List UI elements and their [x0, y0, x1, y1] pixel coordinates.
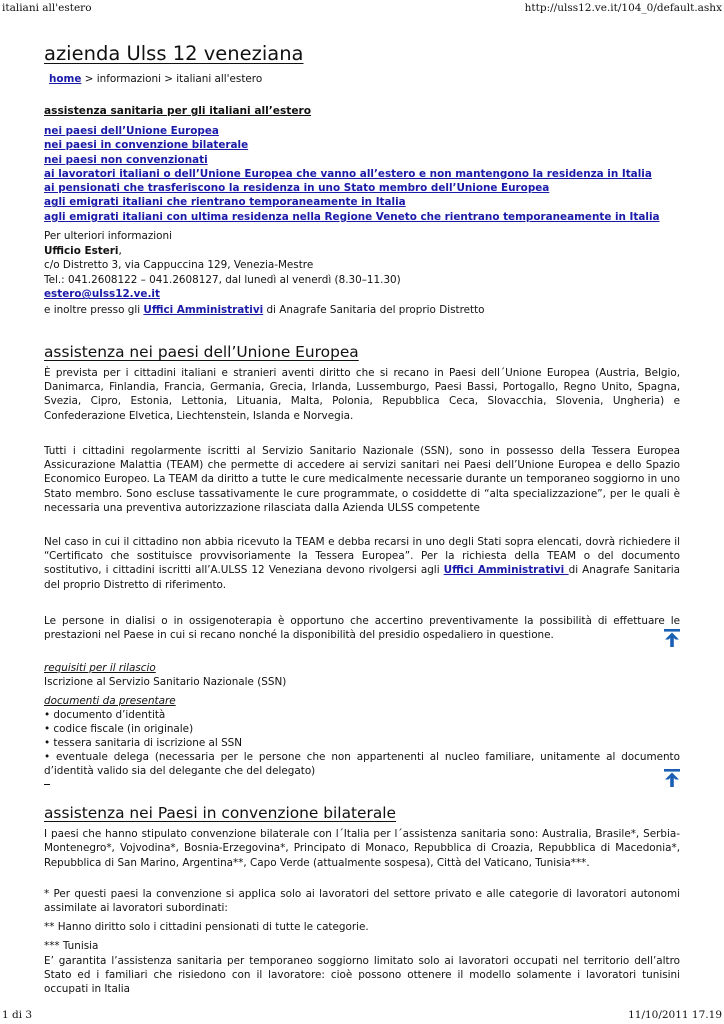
link-emigrants-veneto[interactable]: agli emigrati italiani con ultima residenza nella Regione Veneto che rientrano temporaneamente in Italia	[44, 210, 660, 223]
eu-paragraph-3-before: Nel caso in cui il cittadino non abbia ricevuto la TEAM e debba recarsi in uno degli Stati sopra elencati, dovrà richiedere il “Certificato che sostituisce provvisoriamente la Tessera Europea”. Per la richiesta della TEAM o del documento sostitutivo, i cittadini iscritti all’A.ULSS 12 Veneziana devono rivolgersi agli	[44, 535, 680, 577]
eu-paragraph-1: È prevista per i cittadini italiani e stranieri aventi diritto che si recano in Paesi dell´Unione Europea (Austria, Belgio, Danimarca, Finlandia, Francia, Germania, Grecia, Irlanda, Lussemburgo, Paesi Bassi, Portogallo, Regno Unito, Spagna, Svezia, Cipro, Estonia, Lettonia, Lituania, Malta, Polonia, Repubblica Ceca, Slovacchia, Slovenia, Ungheria) e Confederazione Elvetica, Liechtenstein, Islanda e Norvegia.	[44, 367, 680, 422]
uffici-amministrativi-link[interactable]: Uffici Amministrativi	[143, 303, 264, 316]
contact-intro: Per ulteriori informazioni	[44, 230, 173, 243]
contact-office: Ufficio Esteri	[44, 244, 119, 257]
contact-office-line	[44, 244, 680, 259]
divider	[44, 784, 50, 785]
link-workers-abroad[interactable]: ai lavoratori italiani o dell’Unione Europea che vanno all’estero e non mantengono la residenza in Italia	[44, 167, 652, 180]
index-link-list	[44, 124, 680, 224]
contact-address: c/o Distretto 3, via Cappuccina 129, Venezia-Mestre	[44, 259, 314, 272]
index-title: assistenza sanitaria per gli italiani all’estero	[44, 105, 312, 117]
list-item	[44, 124, 680, 138]
list-item	[44, 210, 680, 224]
contact-email-line	[44, 287, 680, 302]
print-page-number: 1 di 3	[2, 1009, 33, 1021]
requirements-label: requisiti per il rilascio	[44, 662, 156, 675]
eu-paragraph-3	[44, 535, 680, 592]
bilateral-note-1: * Per questi paesi la convenzione si applica solo ai lavoratori del settore privato e alle categorie di lavoratori autonomi assimilate ai lavoratori subordinati:	[44, 887, 680, 914]
contact-also-before: e inoltre presso gli	[44, 303, 144, 316]
print-datetime: 11/10/2011 17.19	[628, 1009, 722, 1021]
list-item	[44, 138, 680, 152]
list-item	[44, 153, 680, 167]
uffici-amministrativi-link-2[interactable]: Uffici Amministrativi	[443, 564, 569, 577]
documents-item: • eventuale delega (necessaria per le persone che non appartenenti al nucleo familiare, unitamente al documento d’identità valido sia del delegante che del delegato)	[44, 751, 680, 778]
page-content	[44, 42, 680, 996]
bilateral-note-3-text: E’ garantita l’assistenza sanitaria per temporaneo soggiorno limitato solo ai lavoratori occupati nel territorio dell’altro Stato ed i familiari che risiedono con il lavoratore: cioè possono ottenere il modello solamente i lavoratori tunisini occupati in Italia	[44, 954, 680, 995]
link-eu-countries[interactable]: nei paesi dell’Unione Europea	[44, 125, 219, 137]
bilateral-paragraph-1: I paesi che hanno stipulato convenzione bilaterale con l´Italia per l´assistenza sanitaria sono: Australia, Brasile*, Serbia-Montenegro*, Vojvodina*, Bosnia-Erzegovina*, Principato di Monaco, Repubblica di Croazia, Repubblica di Macedonia*, Repubblica di San Marino, Argentina**, Capo Verde (attualmente sospesa), Città del Vaticano, Tunisia***.	[44, 828, 680, 869]
contact-also-line	[44, 303, 680, 318]
bilateral-note-2: ** Hanno diritto solo i cittadini pensionati di tutte le categorie.	[44, 921, 369, 934]
site-title: azienda Ulss 12 veneziana	[44, 42, 304, 65]
documents-item: • codice fiscale (in originale)	[44, 723, 194, 736]
breadcrumb-home-link[interactable]: home	[49, 73, 82, 85]
eu-paragraph-3-after: di Anagrafe Sanitaria del proprio Distretto di riferimento.	[44, 564, 680, 591]
eu-section-title: assistenza nei paesi dell’Unione Europea	[44, 343, 359, 362]
contact-office-suffix: ,	[118, 244, 122, 257]
requirements-text: Iscrizione al Servizio Sanitario Nazionale (SSN)	[44, 676, 287, 689]
print-footer	[0, 1007, 724, 1023]
arrow-up-to-top-icon	[663, 768, 681, 788]
print-url: http://ulss12.ve.it/104_0/default.ashx	[524, 2, 722, 14]
list-item	[44, 167, 680, 181]
bilateral-section-title: assistenza nei Paesi in convenzione bilaterale	[44, 804, 397, 823]
documents-item: • tessera sanitaria di iscrizione al SSN	[44, 737, 243, 750]
contact-phone: Tel.: 041.2608122 – 041.2608127, dal lunedì al venerdì (8.30–11.30)	[44, 273, 401, 286]
requirements-block	[44, 661, 680, 778]
bilateral-note-3-head: *** Tunisia	[44, 940, 99, 953]
documents-item: • documento d’identità	[44, 709, 166, 722]
documents-label: documenti da presentare	[44, 695, 176, 708]
list-item	[44, 195, 680, 209]
breadcrumb	[49, 72, 680, 86]
link-pensioners[interactable]: ai pensionati che trasferiscono la residenza in uno Stato membro dell’Unione Europea	[44, 182, 550, 195]
eu-paragraph-2: Tutti i cittadini regolarmente iscritti al Servizio Sanitario Nazionale (SSN), sono in possesso della Tessera Europea Assicurazione Malattia (TEAM) che permette di accedere ai servizi sanitari nei Paesi dell’Unione Europea e dello Spazio Economico Europeo. La TEAM da diritto a tutte le cure medicalmente necessarie durante un temporaneo soggiorno in uno Stato membro. Sono escluse tassativamente le cure programmate, o cosiddette di “alta specializzazione”, per le quali è necessaria una preventiva autorizzazione rilasciata dalla Azienda ULSS competente	[44, 444, 680, 514]
contact-block	[44, 229, 680, 317]
back-to-top-icon[interactable]	[663, 628, 681, 648]
link-non-convention-countries[interactable]: nei paesi non convenzionati	[44, 153, 208, 166]
print-header	[0, 0, 724, 16]
print-page-title: italiani all'estero	[2, 2, 92, 14]
contact-email-link[interactable]: estero@ulss12.ve.it	[44, 288, 160, 301]
link-emigrants-temporary[interactable]: agli emigrati italiani che rientrano temporaneamente in Italia	[44, 196, 406, 209]
contact-also-after: di Anagrafe Sanitaria del proprio Distretto	[263, 303, 485, 316]
link-bilateral-countries[interactable]: nei paesi in convenzione bilaterale	[44, 139, 249, 152]
breadcrumb-trail: > informazioni > italiani all'estero	[81, 73, 263, 85]
eu-paragraph-4: Le persone in dialisi o in ossigenoterapia è opportuno che accertino preventivamente la possibilità di effettuare le prestazioni nel Paese in cui si recano nonché la disponibilità del presidio ospedaliero in questione.	[44, 614, 680, 641]
list-item	[44, 181, 680, 195]
back-to-top-icon[interactable]	[663, 768, 681, 788]
arrow-up-to-top-icon	[663, 628, 681, 648]
